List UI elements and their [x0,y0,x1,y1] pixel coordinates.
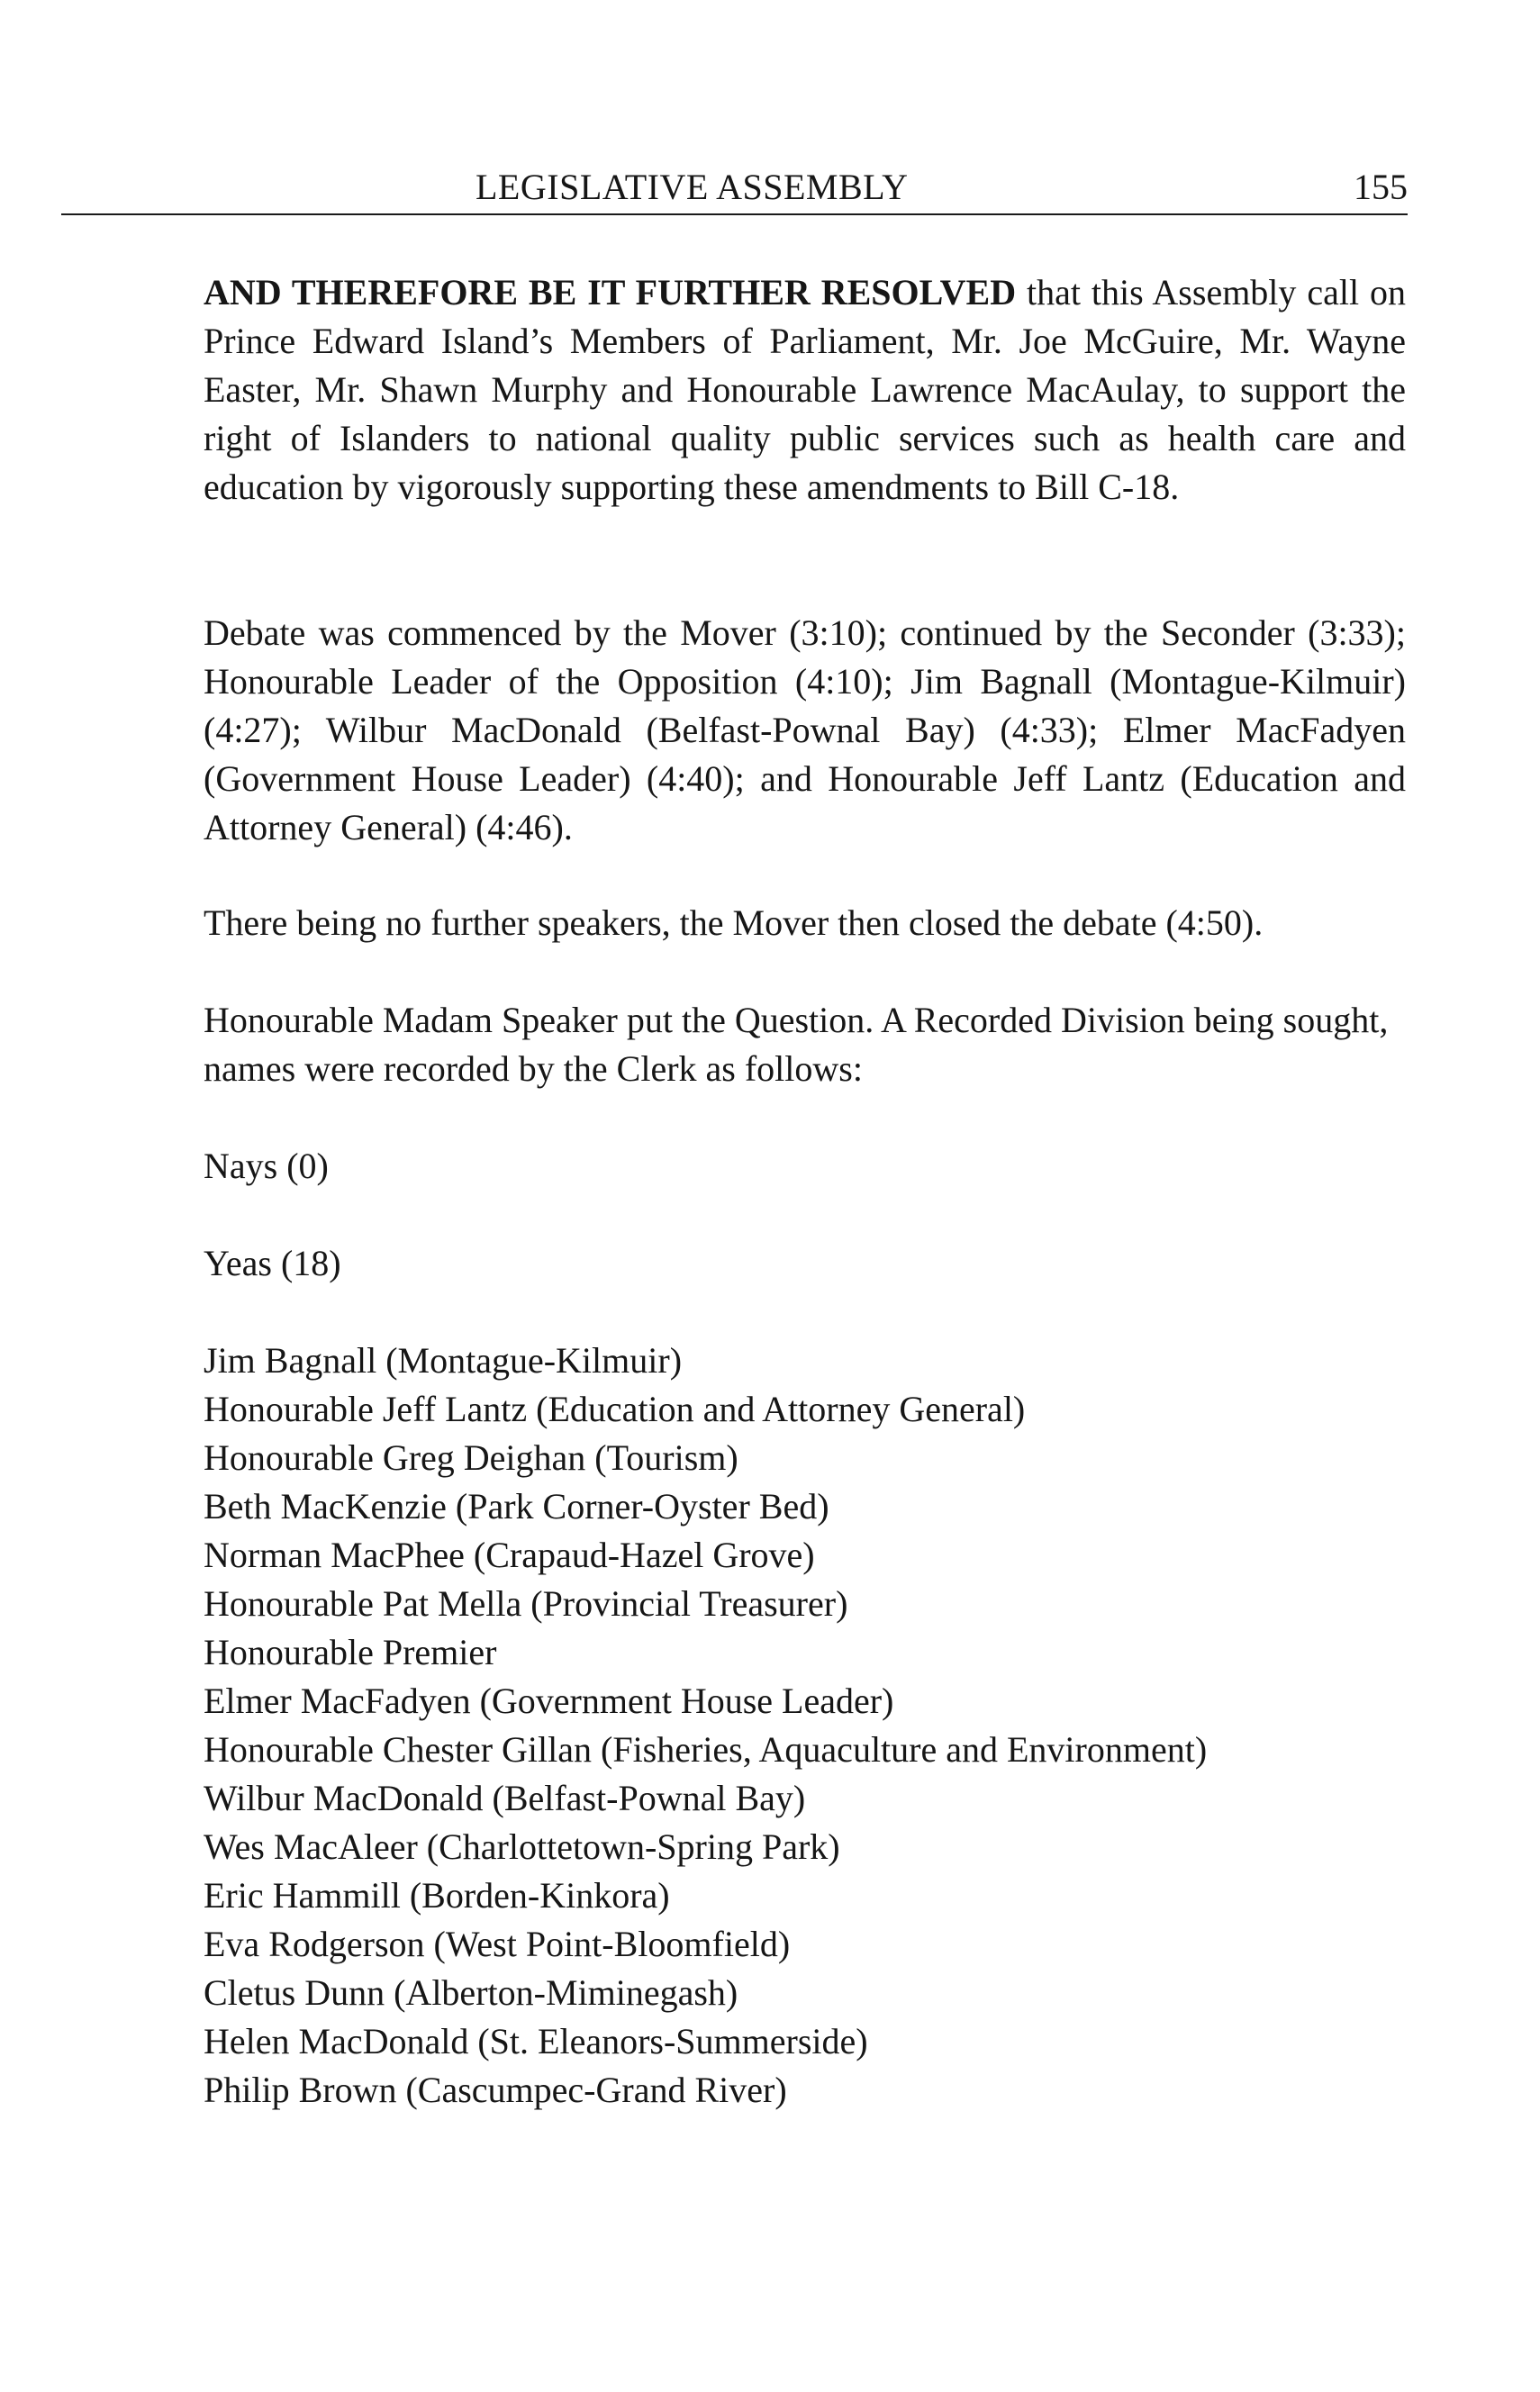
question-paragraph: Honourable Madam Speaker put the Question. A Recorded Division being sought, names were recorded by the Clerk as follows: [204,1000,1389,1089]
member-entry: Helen MacDonald (St. Eleanors-Summerside) [204,2021,868,2061]
member-entry: Eric Hammill (Borden-Kinkora) [204,1875,670,1916]
member-entry: Philip Brown (Cascumpec-Grand River) [204,2070,787,2110]
page-header [61,162,1408,216]
nays-label: Nays (0) [204,1146,329,1186]
page-number: 155 [1354,167,1408,207]
member-entry: Honourable Premier [204,1632,497,1672]
member-entry: Honourable Jeff Lantz (Education and Attorney General) [204,1389,1026,1429]
running-title: LEGISLATIVE ASSEMBLY [476,167,909,207]
member-entry: Honourable Chester Gillan (Fisheries, Aquaculture and Environment) [204,1729,1208,1770]
member-entry: Jim Bagnall (Montague-Kilmuir) [204,1340,683,1381]
resolution-text: that this Assembly call on Prince Edward Island’s Members of Parliament, Mr. Joe McGuire, Mr. Wayne Easter, Mr. Shawn Murphy and Honourable Lawrence MacAulay, to support the right of Islanders to national quality public services such as health care and education by vigorously supporting these amendments to Bill C-18. [204,272,1406,507]
resolution-paragraph [204,268,1406,512]
member-entry: Wes MacAleer (Charlottetown-Spring Park) [204,1826,840,1867]
resolution-lead: AND THEREFORE BE IT FURTHER RESOLVED [204,272,1017,313]
member-entry: Honourable Greg Deighan (Tourism) [204,1437,738,1478]
member-entry: Beth MacKenzie (Park Corner-Oyster Bed) [204,1486,829,1527]
member-entry: Cletus Dunn (Alberton-Miminegash) [204,1972,738,2013]
debate-paragraph: Debate was commenced by the Mover (3:10); continued by the Seconder (3:33); Honourable Leader of the Opposition (4:10); Jim Bagnall (Montague-Kilmuir) (4:27); Wilbur MacDonald (Belfast-Pownal Bay) (4:33); Elmer MacFadyen (Government House Leader) (4:40); and Honourable Jeff Lantz (Education and Attorney General) (4:46). [204,612,1406,847]
yeas-label: Yeas (18) [204,1243,341,1283]
closure-paragraph: There being no further speakers, the Mover then closed the debate (4:50). [204,902,1264,943]
member-entry: Honourable Pat Mella (Provincial Treasurer) [204,1583,848,1624]
member-entry: Elmer MacFadyen (Government House Leader) [204,1681,894,1721]
yeas-member-list [204,1336,1406,2115]
member-entry: Eva Rodgerson (West Point-Bloomfield) [204,1924,791,1964]
member-entry: Wilbur MacDonald (Belfast-Pownal Bay) [204,1778,806,1818]
header-rule [61,213,1408,215]
member-entry: Norman MacPhee (Crapaud-Hazel Grove) [204,1535,815,1575]
